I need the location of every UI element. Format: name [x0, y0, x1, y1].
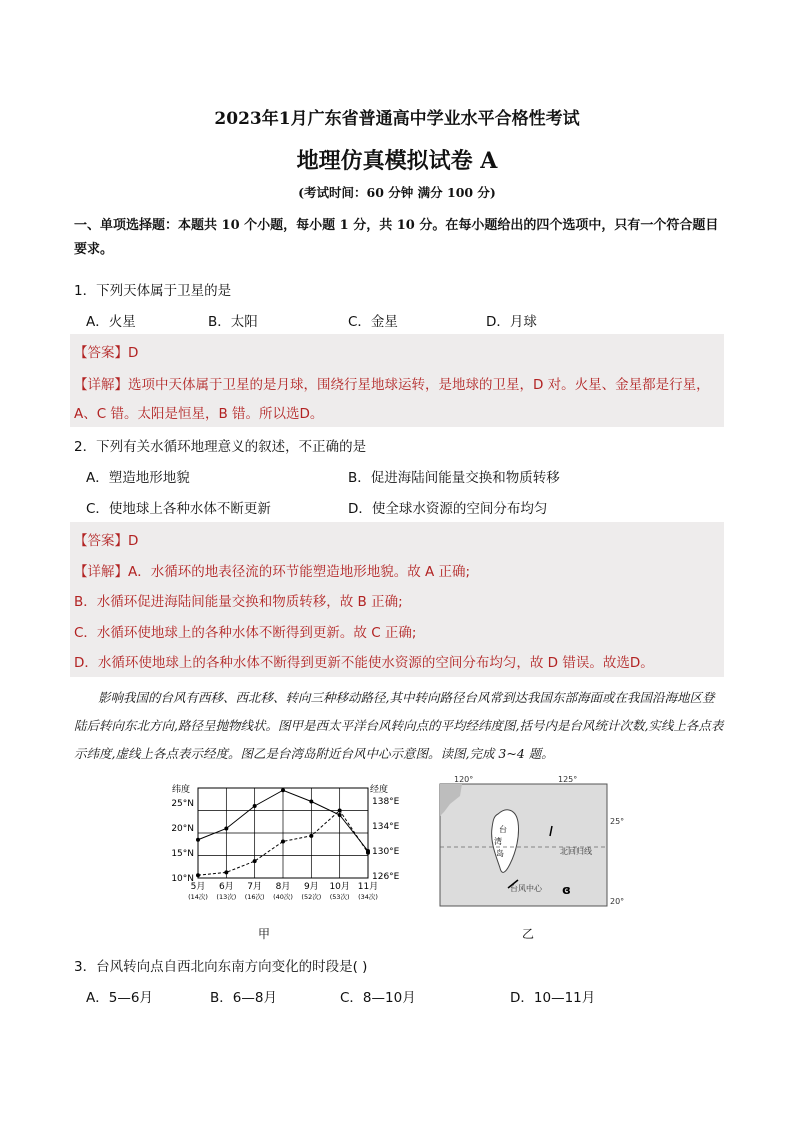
q3-option-a: A．5—6月 — [86, 990, 153, 1006]
q3-stem: 3．台风转向点自西北向东南方向变化的时段是( ) — [74, 959, 368, 975]
q2-answer-box — [70, 522, 724, 677]
count-label: (52次) — [301, 893, 322, 901]
q1-option-b: B．太阳 — [208, 314, 258, 330]
right-tick: 130°E — [372, 847, 400, 857]
count-label: (13次) — [216, 893, 237, 901]
lat-label: 25° — [610, 817, 625, 826]
data-point — [253, 804, 257, 808]
month-tick-label: 5月 — [190, 882, 206, 892]
typhoon-label: 台风中心 — [510, 884, 542, 893]
q2-detail-line: 【详解】A．水循环的地表径流的环节能塑造地形地貌。故 A 正确; — [74, 564, 471, 580]
q1-option-a: A．火星 — [86, 314, 136, 330]
lon-label: 125° — [558, 775, 578, 784]
q1-stem: 1．下列天体属于卫星的是 — [74, 283, 232, 299]
exam-info: (考试时间：60 分钟 满分 100 分) — [298, 185, 496, 200]
q1-detail-line2: A、C 错。太阳是恒星，B 错。所以选D。 — [74, 406, 324, 422]
chart-grid — [198, 788, 368, 878]
island-label: 台 — [499, 825, 507, 834]
q1-detail-line1: 【详解】选项中天体属于卫星的是月球，围绕行星地球运转，是地球的卫星，D 对。火星、金星都是行星， — [74, 377, 710, 393]
month-tick-label: 6月 — [218, 882, 234, 892]
q2-option-d: D．使全球水资源的空间分布均匀 — [348, 501, 548, 517]
left-tick: 20°N — [171, 824, 194, 834]
month-tick-label: 8月 — [275, 882, 291, 892]
q2-detail-line: C．水循环使地球上的各种水体不断得到更新。故 C 正确; — [74, 625, 417, 641]
right-tick: 134°E — [372, 822, 400, 832]
data-point — [224, 870, 228, 874]
count-label: (14次) — [188, 893, 208, 901]
data-point — [309, 834, 313, 838]
q3-option-b: B．6—8月 — [210, 990, 277, 1006]
left-tick: 15°N — [171, 849, 194, 859]
data-point — [281, 839, 285, 843]
right-tick: 138°E — [372, 797, 400, 807]
left-axis-title: 纬度 — [172, 785, 191, 795]
left-tick: 10°N — [171, 874, 194, 884]
left-tick: 25°N — [171, 799, 194, 809]
section-heading: 一、单项选择题：本题共 10 个小题，每小题 1 分，共 10 分。在每小题给出的四个选项中，只有一个符合题目要求。 — [74, 218, 719, 257]
q2-answer: 【答案】D — [74, 533, 139, 549]
data-point — [253, 859, 257, 863]
q1-answer: 【答案】D — [74, 345, 139, 361]
count-label: (16次) — [244, 893, 265, 901]
tropic-label: 北回归线 — [560, 847, 592, 856]
figure-a-chart — [160, 780, 400, 912]
data-point — [196, 873, 200, 877]
typhoon-symbol-icon: ɞ — [562, 883, 571, 897]
lon-label: 120° — [454, 775, 474, 784]
q2-option-a: A．塑造地形地貌 — [86, 470, 190, 486]
lat-label: 20° — [610, 897, 625, 906]
paper-title: 地理仿真模拟试卷 A — [296, 148, 498, 174]
figure-a-caption: 甲 — [258, 927, 271, 941]
q1-option-c: C．金星 — [348, 314, 398, 330]
right-tick: 126°E — [372, 872, 400, 882]
count-label: (34次) — [358, 893, 378, 901]
q2-detail-line: B．水循环促进海陆间能量交换和物质转移，故 B 正确; — [74, 594, 403, 610]
figure-b-map — [432, 776, 632, 908]
q1-option-d: D．月球 — [486, 314, 537, 330]
figure-b-caption: 乙 — [522, 927, 535, 941]
q3-option-d: D．10—11月 — [510, 990, 596, 1006]
q3-option-c: C．8—10月 — [340, 990, 416, 1006]
island-label: 湾 — [494, 837, 502, 846]
q2-option-c: C．使地球上各种水体不断更新 — [86, 501, 271, 517]
island-label: 岛 — [496, 849, 504, 858]
right-axis-title: 经度 — [370, 785, 389, 795]
q2-option-b: B．促进海陆间能量交换和物质转移 — [348, 470, 560, 486]
exam-title: 2023年1月广东省普通高中学业水平合格性考试 — [214, 109, 580, 129]
month-tick-label: 11月 — [357, 882, 379, 892]
count-label: (40次) — [273, 893, 293, 901]
q1-answer-box — [70, 334, 724, 427]
data-point — [338, 813, 342, 817]
data-point — [309, 800, 313, 804]
q2-stem: 2．下列有关水循环地理意义的叙述，不正确的是 — [74, 439, 367, 455]
month-tick-label: 7月 — [247, 882, 263, 892]
data-point — [196, 838, 200, 842]
reading-passage: 影响我国的台风有西移、西北移、转向三种移动路径,其中转向路径台风常到达我国东部海面或在我国沿海地区登陆后转向东北方向,路径呈抛物线状。图甲是西太平洋台风转向点的平均经纬度图,括号内是台风统计次数,实线上各点表示纬度,虚线上各点表示经度。图乙是台湾岛附近台风中心示意图。读图,完成 3~4 题。 — [74, 690, 724, 761]
month-tick-label: 9月 — [303, 882, 319, 892]
data-point — [224, 827, 228, 831]
data-point — [281, 788, 285, 792]
data-point — [338, 809, 342, 813]
q2-detail-line: D．水循环使地球上的各种水体不断得到更新不能使水资源的空间分布均匀，故 D 错误。故选D。 — [74, 655, 654, 671]
count-label: (53次) — [329, 893, 350, 901]
data-point — [366, 851, 370, 855]
month-tick-label: 10月 — [329, 882, 350, 892]
